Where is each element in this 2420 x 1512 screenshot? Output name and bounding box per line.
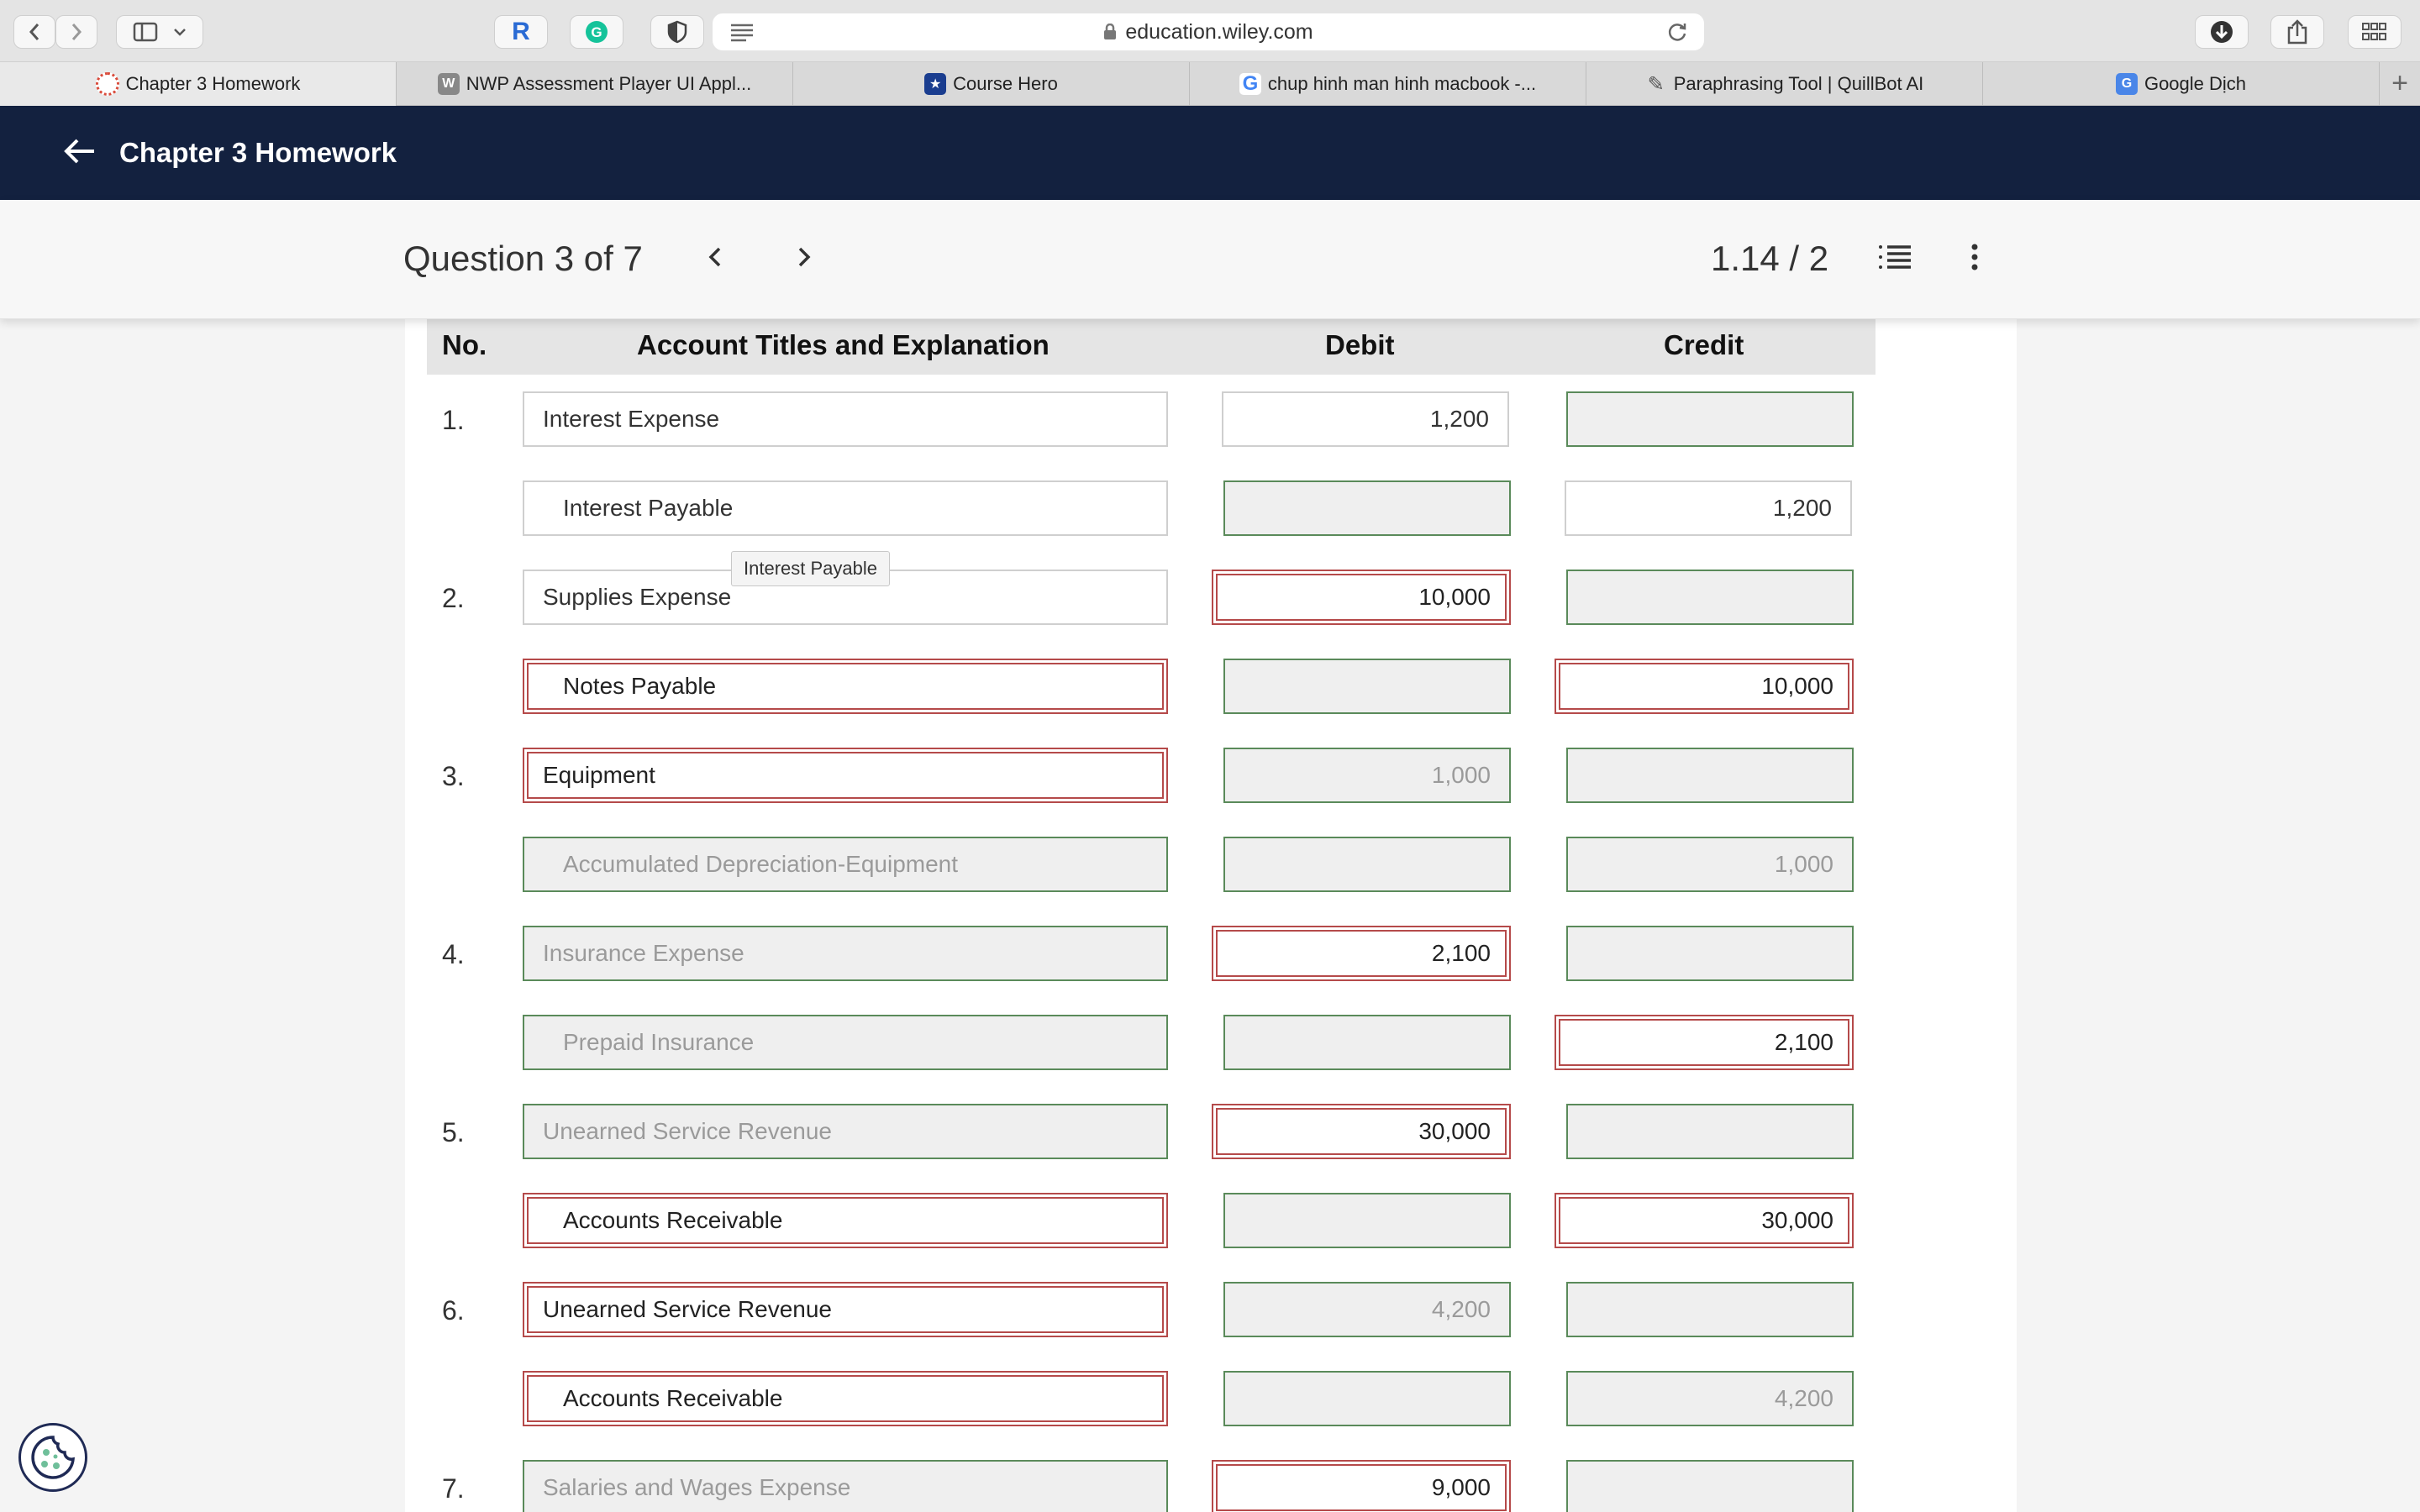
- header-credit: Credit: [1664, 329, 1744, 360]
- question-list-icon[interactable]: [1877, 242, 1912, 276]
- tab-label: NWP Assessment Player UI Appl...: [466, 73, 752, 94]
- more-options-icon[interactable]: [1966, 242, 1983, 276]
- entry-number: 4.: [442, 939, 465, 969]
- account-title-field[interactable]: Supplies Expense: [523, 570, 1168, 625]
- google-icon: G: [1239, 73, 1261, 95]
- debit-field: [1223, 1371, 1511, 1426]
- grid-icon: [2362, 23, 2387, 41]
- next-question-icon[interactable]: [792, 242, 815, 276]
- debit-field: [1223, 1193, 1511, 1248]
- debit-field: [1223, 1015, 1511, 1070]
- credit-field: 1,000: [1566, 837, 1854, 892]
- tab-label: Chapter 3 Homework: [125, 73, 301, 94]
- question-bar: [0, 200, 2420, 319]
- entry-number: 5.: [442, 1117, 465, 1147]
- debit-field[interactable]: 1,200: [1222, 391, 1509, 447]
- tab-label: Google Dịch: [2144, 73, 2247, 94]
- browser-tab[interactable]: [1983, 62, 2380, 106]
- browser-toolbar: [0, 0, 2420, 62]
- plus-icon: +: [2391, 67, 2408, 99]
- browser-tab[interactable]: [793, 62, 1190, 106]
- entry-number: 3.: [442, 761, 465, 791]
- account-title-field[interactable]: Unearned Service Revenue: [523, 1282, 1168, 1337]
- credit-field: [1566, 391, 1854, 447]
- tab-bar: [0, 62, 2420, 106]
- tab-label: Course Hero: [953, 73, 1058, 94]
- journal-table-header: [427, 319, 1876, 375]
- browser-tab[interactable]: [0, 62, 397, 106]
- download-icon: [2209, 19, 2234, 45]
- account-title-field[interactable]: Equipment: [523, 748, 1168, 803]
- extension-shield-button[interactable]: [650, 15, 704, 49]
- debit-field: [1223, 837, 1511, 892]
- chevron-down-icon: [173, 27, 187, 37]
- tab-overview-button[interactable]: [2348, 15, 2402, 49]
- account-title-field[interactable]: Accounts Receivable: [523, 1371, 1168, 1426]
- entry-number: 7.: [442, 1473, 465, 1504]
- credit-field[interactable]: 10,000: [1555, 659, 1854, 714]
- quillbot-icon: ✎: [1647, 72, 1665, 96]
- cookie-settings-button[interactable]: [18, 1423, 87, 1492]
- app-header: [0, 106, 2420, 200]
- debit-field: [1223, 659, 1511, 714]
- credit-field[interactable]: 30,000: [1555, 1193, 1854, 1248]
- svg-text:G: G: [591, 24, 602, 40]
- credit-field: [1566, 1460, 1854, 1512]
- credit-field: [1566, 1104, 1854, 1159]
- entry-number: 6.: [442, 1295, 465, 1326]
- downloads-button[interactable]: [2195, 15, 2249, 49]
- credit-field: 4,200: [1566, 1371, 1854, 1426]
- autocomplete-tooltip: Interest Payable: [731, 551, 890, 586]
- assignment-title: Chapter 3 Homework: [119, 137, 397, 168]
- url-text: education.wiley.com: [1125, 19, 1313, 44]
- header-no: No.: [442, 329, 487, 360]
- debit-field[interactable]: 30,000: [1212, 1104, 1511, 1159]
- browser-tab[interactable]: [1586, 62, 1983, 106]
- tab-label: Paraphrasing Tool | QuillBot AI: [1673, 73, 1924, 94]
- extension-r-button[interactable]: [494, 15, 548, 49]
- chevron-left-icon: [28, 22, 41, 42]
- account-title-field[interactable]: Interest Payable: [523, 480, 1168, 536]
- r-icon: R: [512, 18, 530, 45]
- debit-field: [1223, 480, 1511, 536]
- debit-field[interactable]: 2,100: [1212, 926, 1511, 981]
- credit-field: [1566, 748, 1854, 803]
- browser-tab[interactable]: [1190, 62, 1586, 106]
- account-title-field: Unearned Service Revenue: [523, 1104, 1168, 1159]
- credit-field: [1566, 570, 1854, 625]
- entry-number: 1.: [442, 405, 465, 435]
- credit-field[interactable]: 2,100: [1555, 1015, 1854, 1070]
- header-debit: Debit: [1325, 329, 1395, 360]
- tab-label: chup hinh man hinh macbook -...: [1267, 73, 1537, 94]
- account-title-field: Insurance Expense: [523, 926, 1168, 981]
- account-title-field[interactable]: Interest Expense: [523, 391, 1168, 447]
- lock-icon: [1103, 24, 1117, 40]
- question-label: Question 3 of 7: [403, 239, 643, 278]
- address-bar[interactable]: [713, 13, 1704, 50]
- coursehero-icon: ★: [924, 73, 946, 95]
- credit-field[interactable]: 1,200: [1565, 480, 1852, 536]
- new-tab-button[interactable]: [2380, 62, 2420, 105]
- grammarly-icon: [584, 19, 609, 45]
- canvas-icon: [96, 72, 119, 96]
- account-title-field: Salaries and Wages Expense: [523, 1460, 1168, 1512]
- debit-field: 1,000: [1223, 748, 1511, 803]
- browser-tab[interactable]: [397, 62, 793, 106]
- sidebar-icon: [133, 22, 158, 42]
- back-arrow-icon[interactable]: [64, 138, 96, 169]
- debit-field[interactable]: 9,000: [1212, 1460, 1511, 1512]
- entry-number: 2.: [442, 583, 465, 613]
- credit-field: [1566, 926, 1854, 981]
- header-account: Account Titles and Explanation: [637, 329, 1050, 360]
- reload-icon[interactable]: [1665, 20, 1689, 50]
- extension-grammarly-button[interactable]: [570, 15, 623, 49]
- share-icon: [2286, 19, 2308, 45]
- account-title-field: Accumulated Depreciation-Equipment: [523, 837, 1168, 892]
- translate-icon: G: [2116, 73, 2138, 95]
- cookie-icon: [29, 1434, 76, 1481]
- credit-field: [1566, 1282, 1854, 1337]
- score-display: 1.14 / 2: [1711, 239, 1829, 278]
- shield-icon: [667, 20, 687, 44]
- share-button[interactable]: [2270, 15, 2324, 49]
- sidebar-button[interactable]: [116, 15, 203, 49]
- debit-field: 4,200: [1223, 1282, 1511, 1337]
- account-title-field: Prepaid Insurance: [523, 1015, 1168, 1070]
- w-icon: W: [438, 73, 460, 95]
- chevron-right-icon: [70, 22, 83, 42]
- reader-icon[interactable]: [729, 22, 755, 48]
- forward-button[interactable]: [55, 15, 97, 49]
- account-title-field[interactable]: Notes Payable: [523, 659, 1168, 714]
- back-button[interactable]: [13, 15, 55, 49]
- account-title-field[interactable]: Accounts Receivable: [523, 1193, 1168, 1248]
- debit-field[interactable]: 10,000: [1212, 570, 1511, 625]
- previous-question-icon[interactable]: [704, 242, 728, 276]
